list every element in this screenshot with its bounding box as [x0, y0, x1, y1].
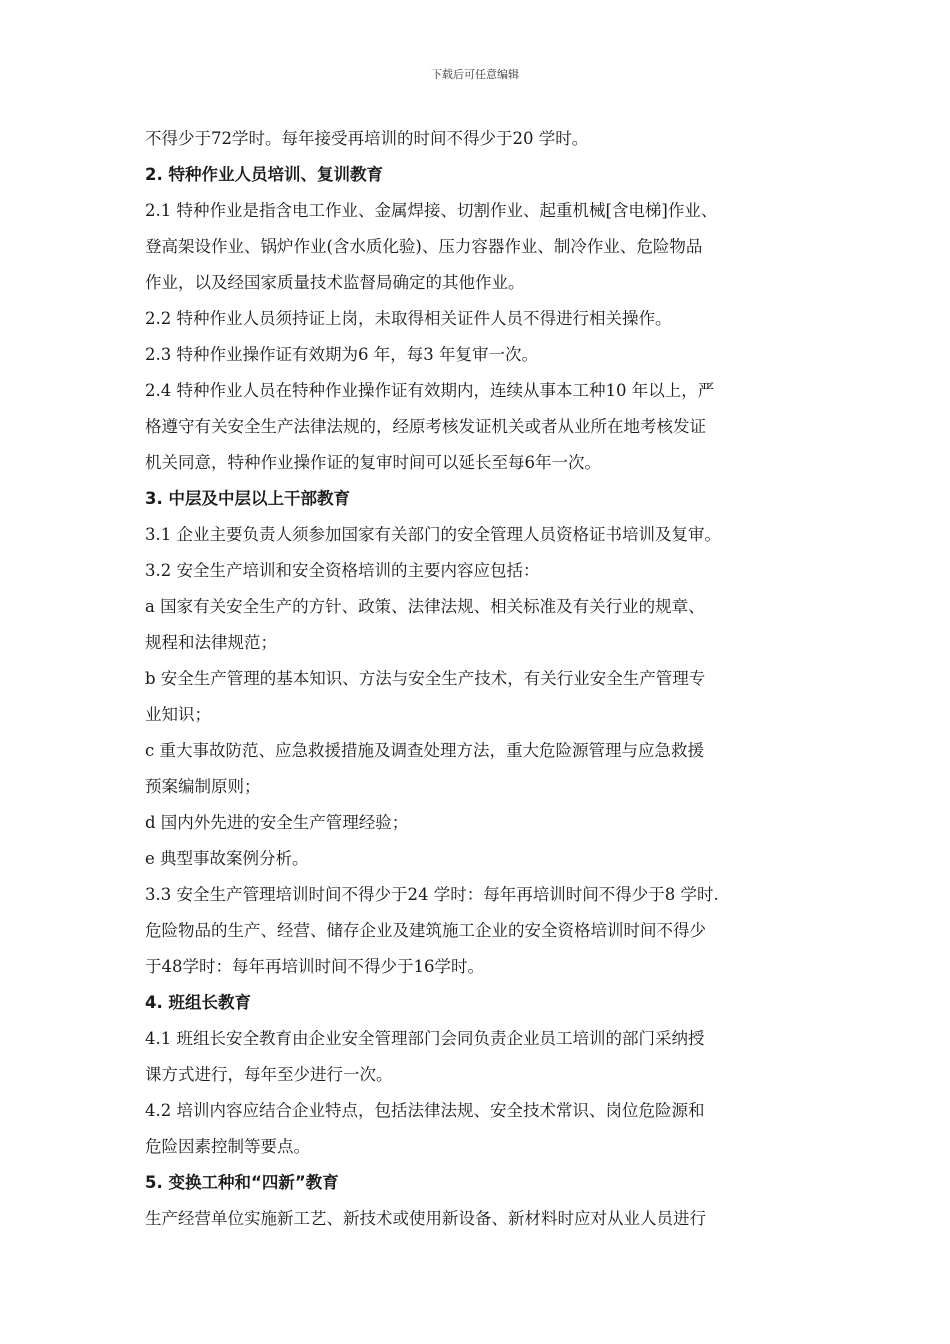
paragraph-line: 2.3 特种作业操作证有效期为6 年，每3 年复审一次。: [145, 345, 538, 364]
paragraph-line: 3.2 安全生产培训和安全资格培训的主要内容应包括：: [145, 561, 540, 580]
document-body: [145, 121, 815, 1237]
paragraph-line: 2.2 特种作业人员须持证上岗，未取得相关证件人员不得进行相关操作。: [145, 309, 672, 328]
section-heading: 2. 特种作业人员培训、复训教育: [145, 165, 383, 184]
paragraph-line: 格遵守有关安全生产法律法规的，经原考核发证机关或者从业所在地考核发证: [145, 417, 706, 436]
paragraph-line: 2.4 特种作业人员在特种作业操作证有效期内，连续从事本工种10 年以上，严: [145, 381, 715, 400]
paragraph-line: 机关同意，特种作业操作证的复审时间可以延长至每6年一次。: [145, 453, 601, 472]
paragraph-line: 规程和法律规范；: [145, 633, 277, 652]
paragraph-line: 2.1 特种作业是指含电工作业、金属焊接、切割作业、起重机械[含电梯]作业、: [145, 201, 718, 220]
paragraph-line: a 国家有关安全生产的方针、政策、法律法规、相关标准及有关行业的规章、: [145, 597, 705, 616]
paragraph-line: 3.1 企业主要负责人须参加国家有关部门的安全管理人员资格证书培训及复审。: [145, 525, 721, 544]
paragraph-line: b 安全生产管理的基本知识、方法与安全生产技术，有关行业安全生产管理专: [145, 669, 706, 688]
paragraph-line: 生产经营单位实施新工艺、新技术或使用新设备、新材料时应对从业人员进行: [145, 1209, 706, 1228]
section-heading: 3. 中层及中层以上干部教育: [145, 489, 350, 508]
paragraph-line: 于48学时：每年再培训时间不得少于16学时。: [145, 957, 484, 976]
paragraph-line: d 国内外先进的安全生产管理经验；: [145, 813, 409, 832]
section-heading: 5. 变换工种和“四新”教育: [145, 1173, 339, 1192]
paragraph-line: e 典型事故案例分析。: [145, 849, 309, 868]
paragraph-line: 登高架设作业、锅炉作业(含水质化验)、压力容器作业、制冷作业、危险物品: [145, 237, 703, 256]
paragraph-line: 课方式进行，每年至少进行一次。: [145, 1065, 393, 1084]
paragraph-line: 不得少于72学时。每年接受再培训的时间不得少于20 学时。: [145, 129, 589, 148]
paragraph-line: 业知识；: [145, 705, 211, 724]
paragraph-line: 危险因素控制等要点。: [145, 1137, 310, 1156]
paragraph-line: 预案编制原则；: [145, 777, 261, 796]
paragraph-line: 4.2 培训内容应结合企业特点，包括法律法规、安全技术常识、岗位危险源和: [145, 1101, 705, 1120]
paragraph-line: 3.3 安全生产管理培训时间不得少于24 学时：每年再培训时间不得少于8 学时.: [145, 885, 719, 904]
section-heading: 4. 班组长教育: [145, 993, 251, 1012]
page-header: 下载后可任意编辑: [431, 68, 519, 81]
paragraph-line: 危险物品的生产、经营、储存企业及建筑施工企业的安全资格培训时间不得少: [145, 921, 706, 940]
paragraph-line: 4.1 班组长安全教育由企业安全管理部门会同负责企业员工培训的部门采纳授: [145, 1029, 705, 1048]
paragraph-line: c 重大事故防范、应急救援措施及调查处理方法，重大危险源管理与应急救援: [145, 741, 704, 760]
paragraph-line: 作业，以及经国家质量技术监督局确定的其他作业。: [145, 273, 525, 292]
